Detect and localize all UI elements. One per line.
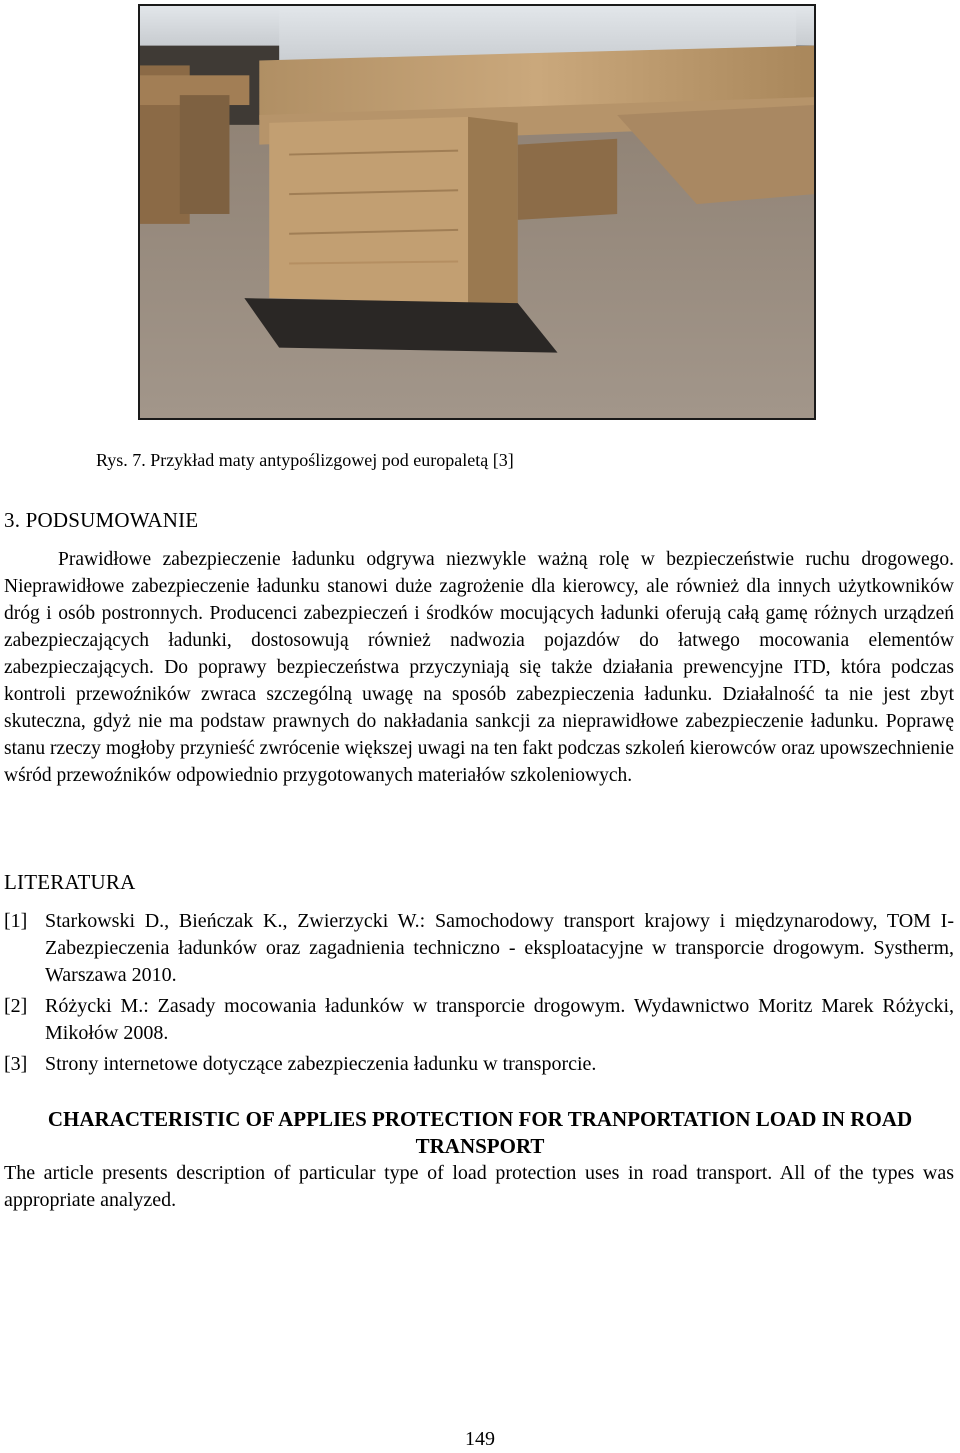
section-heading: 3. PODSUMOWANIE <box>4 508 199 532</box>
reference-text: Starkowski D., Bieńczak K., Zwierzycki W.: Samochodowy transport krajowy i międzynarodowy, TOM I-Zabezpieczenia ładunków oraz zagadnienia techniczno - eksploatacyjne w transporcie drogowym. Systherm, Warszawa 2010. <box>45 910 954 986</box>
reference-text: Różycki M.: Zasady mocowania ładunków w transporcie drogowym. Wydawnictwo Moritz Marek Różycki, Mikołów 2008. <box>45 995 954 1044</box>
reference-item <box>4 993 954 1047</box>
summary-paragraph: Prawidłowe zabezpieczenie ładunku odgrywa niezwykle ważną rolę w bezpieczeństwie ruchu drogowego. Nieprawidłowe zabezpieczenie ładunku stanowi duże zagrożenie dla kierowcy, ale również dla innych użytkowników dróg i osób postronnych. Producenci zabezpieczeń i środków mocujących ładunki oferują całą gamę różnych urządzeń zabezpieczających ładunki, dostosowują również nadwozia pojazdów do łatwego mocowania elementów zabezpieczających. Do poprawy bezpieczeństwa przyczyniają się także działania prewencyjne ITD, która podczas kontroli przewoźników zwraca szczególną uwagę na sposób zabezpieczenia ładunku. Działalność ta nie jest zbyt skuteczna, gdyż nie ma podstaw prawnych do nakładania sankcji za nieprawidłowe zabezpieczenie ładunku. Poprawę stanu rzeczy mogłoby przynieść zwrócenie większej uwagi na ten fakt podczas szkoleń kierowców oraz upowszechnienie wśród przewoźników odpowiednio przygotowanych materiałów szkoleniowych. <box>4 549 954 786</box>
pallet-photo <box>138 4 816 420</box>
figure-caption: Rys. 7. Przykład maty antypoślizgowej pod europaletą [3] <box>96 450 514 470</box>
pallet-photo-drawing <box>140 6 814 418</box>
reference-item <box>4 908 954 989</box>
page-number: 149 <box>465 1428 495 1450</box>
literature-heading: LITERATURA <box>4 870 136 894</box>
reference-list <box>4 908 954 1082</box>
english-abstract-title: CHARACTERISTIC OF APPLIES PROTECTION FOR TRANPORTATION LOAD IN ROAD TRANSPORT <box>47 1107 913 1158</box>
reference-number: [3] <box>4 1053 28 1075</box>
reference-number: [2] <box>4 995 28 1017</box>
english-abstract-body: The article presents description of particular type of load protection uses in road transport. All of the types was appropriate analyzed. <box>4 1162 954 1211</box>
reference-number: [1] <box>4 910 28 932</box>
reference-item <box>4 1051 954 1078</box>
reference-text: Strony internetowe dotyczące zabezpieczenia ładunku w transporcie. <box>45 1053 597 1075</box>
